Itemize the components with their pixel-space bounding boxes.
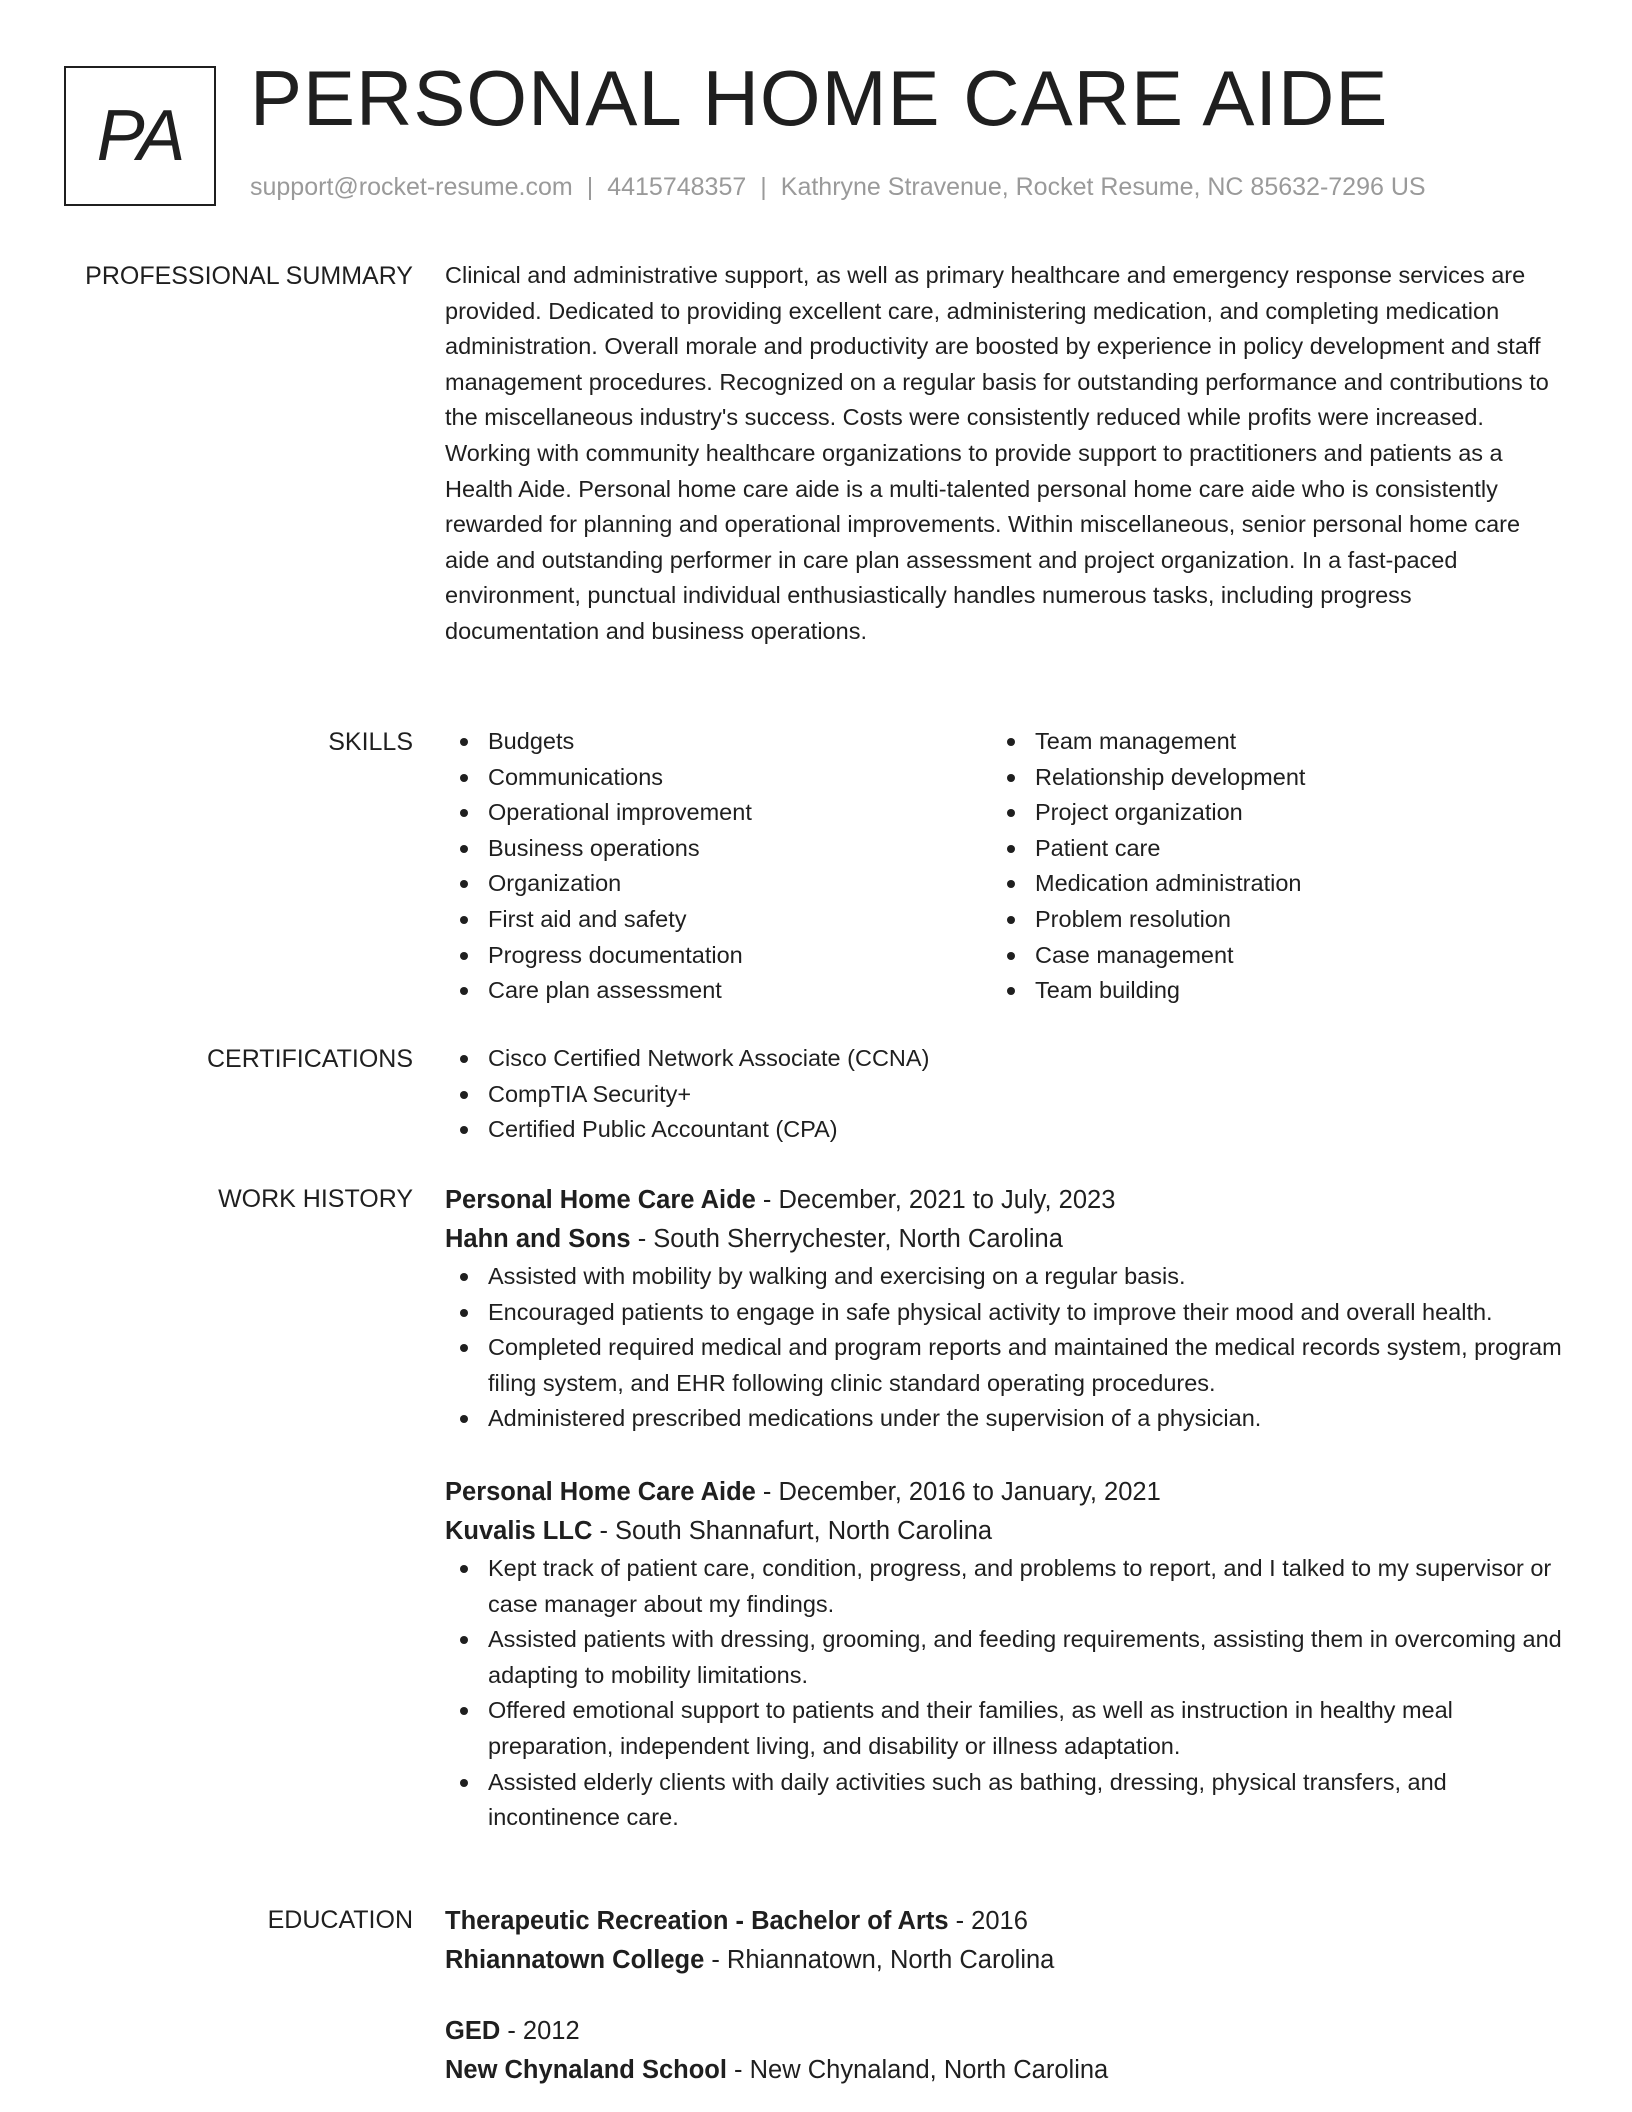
job-location: - South Shannafurt, North Carolina [592, 1516, 993, 1545]
education-school: New Chynaland School [445, 2056, 727, 2084]
job-duty-item: Completed required medical and program reports and maintained the medical records system, program filing system, and EHR following clinic standard operating procedures. [445, 1330, 1565, 1401]
resume-title: PERSONAL HOME CARE AIDE [250, 54, 1389, 142]
job-title: Personal Home Care Aide [445, 1477, 756, 1506]
section-label-skills: SKILLS [328, 728, 413, 756]
skill-item: Team building [992, 973, 1539, 1009]
skills-column-right [992, 724, 1539, 1009]
job-title-line [445, 1181, 1565, 1220]
skill-item: Medication administration [992, 866, 1539, 902]
skill-item: Team management [992, 724, 1539, 760]
job-entry [445, 1181, 1565, 1437]
job-dates: - December, 2021 to July, 2023 [755, 1186, 1116, 1214]
job-company: Kuvalis LLC [445, 1516, 593, 1545]
monogram [64, 66, 216, 206]
skill-item: Progress documentation [445, 938, 992, 974]
job-duty-item: Assisted elderly clients with daily activities such as bathing, dressing, physical transfers, and incontinence care. [445, 1765, 1565, 1836]
education-year: - 2012 [500, 2017, 580, 2045]
education-entry [445, 1902, 1565, 1980]
skill-item: Budgets [445, 724, 992, 760]
contact-address: Kathryne Stravenue, Rocket Resume, NC 85632-7296 US [780, 173, 1426, 201]
job-duty-item: Administered prescribed medications under the supervision of a physician. [445, 1401, 1565, 1437]
skill-item: Patient care [992, 831, 1539, 867]
contact-line [250, 173, 1426, 202]
education-entry [445, 2012, 1565, 2090]
job-employer-line [445, 1512, 1565, 1551]
contact-phone[interactable]: 4415748357 [607, 173, 747, 201]
section-label-work-history: WORK HISTORY [218, 1185, 413, 1213]
section-label-summary: PROFESSIONAL SUMMARY [85, 262, 413, 290]
education-year: - 2016 [948, 1907, 1028, 1935]
summary-text: Clinical and administrative support, as well as primary healthcare and emergency response services are provided. Dedicated to providing excellent care, administering medication, and completing medication administration. Overall morale and productivity are boosted by experience in policy development and staff management procedures. Recognized on a regular basis for outstanding performance and contributions to the miscellaneous industry's success. Costs were consistently reduced while profits were increased. Working with community healthcare organizations to provide support to practitioners and patients as a Health Aide. Personal home care aide is a multi-talented personal home care aide who is consistently rewarded for planning and operational improvements. Within miscellaneous, senior personal home care aide and outstanding performer in care plan assessment and project organization. In a fast-paced environment, punctual individual enthusiastically handles numerous tasks, including progress documentation and business operations. [445, 262, 1549, 644]
skill-item: Operational improvement [445, 795, 992, 831]
certification-item: CompTIA Security+ [445, 1077, 1565, 1113]
skill-item: Relationship development [992, 760, 1539, 796]
contact-separator: | [760, 173, 767, 201]
education-school-line [445, 1941, 1565, 1980]
certification-item: Certified Public Accountant (CPA) [445, 1112, 1565, 1148]
skill-item: Project organization [992, 795, 1539, 831]
skill-item: Organization [445, 866, 992, 902]
job-title-line [445, 1473, 1565, 1512]
job-duty-item: Encouraged patients to engage in safe physical activity to improve their mood and overall health. [445, 1295, 1565, 1331]
education-degree: Therapeutic Recreation - Bachelor of Arts [445, 1907, 949, 1935]
education-school-line [445, 2051, 1565, 2090]
job-duties [445, 1259, 1565, 1437]
section-label-certifications: CERTIFICATIONS [206, 1045, 413, 1073]
skill-item: Care plan assessment [445, 973, 992, 1009]
education-degree-line [445, 2012, 1565, 2051]
skills-list [445, 724, 1565, 1009]
monogram-text: PA [96, 96, 184, 176]
section-label-education: EDUCATION [267, 1906, 413, 1934]
certifications-list [445, 1041, 1565, 1148]
skill-item: Communications [445, 760, 992, 796]
job-company: Hahn and Sons [445, 1225, 631, 1253]
job-duty-item: Assisted with mobility by walking and exercising on a regular basis. [445, 1259, 1565, 1295]
work-history-body [445, 1181, 1565, 1836]
education-body [445, 1902, 1565, 2090]
education-location: - Rhiannatown, North Carolina [704, 1946, 1055, 1974]
job-duty-item: Assisted patients with dressing, grooming, and feeding requirements, assisting them in overcoming and adapting to mobility limitations. [445, 1622, 1565, 1693]
contact-email[interactable]: support@rocket-resume.com [250, 173, 573, 201]
skills-column-left [445, 724, 992, 1009]
skill-item: Business operations [445, 831, 992, 867]
job-employer-line [445, 1220, 1565, 1259]
job-entry [445, 1473, 1565, 1836]
job-dates: - December, 2016 to January, 2021 [755, 1477, 1161, 1506]
certification-item: Cisco Certified Network Associate (CCNA) [445, 1041, 1565, 1077]
education-degree-line [445, 1902, 1565, 1941]
skill-item: Problem resolution [992, 902, 1539, 938]
job-title: Personal Home Care Aide [445, 1186, 756, 1214]
contact-separator: | [586, 173, 594, 201]
job-location: - South Sherrychester, North Carolina [630, 1225, 1063, 1253]
education-location: - New Chynaland, North Carolina [726, 2056, 1109, 2084]
education-school: Rhiannatown College [445, 1946, 705, 1974]
certifications-body [445, 1041, 1565, 1148]
job-duties [445, 1551, 1565, 1836]
education-degree: GED [445, 2017, 501, 2045]
skill-item: Case management [992, 938, 1539, 974]
skill-item: First aid and safety [445, 902, 992, 938]
job-duty-item: Offered emotional support to patients and their families, as well as instruction in healthy meal preparation, independent living, and disability or illness adaptation. [445, 1693, 1565, 1764]
job-duty-item: Kept track of patient care, condition, progress, and problems to report, and I talked to my supervisor or case manager about my findings. [445, 1551, 1565, 1622]
